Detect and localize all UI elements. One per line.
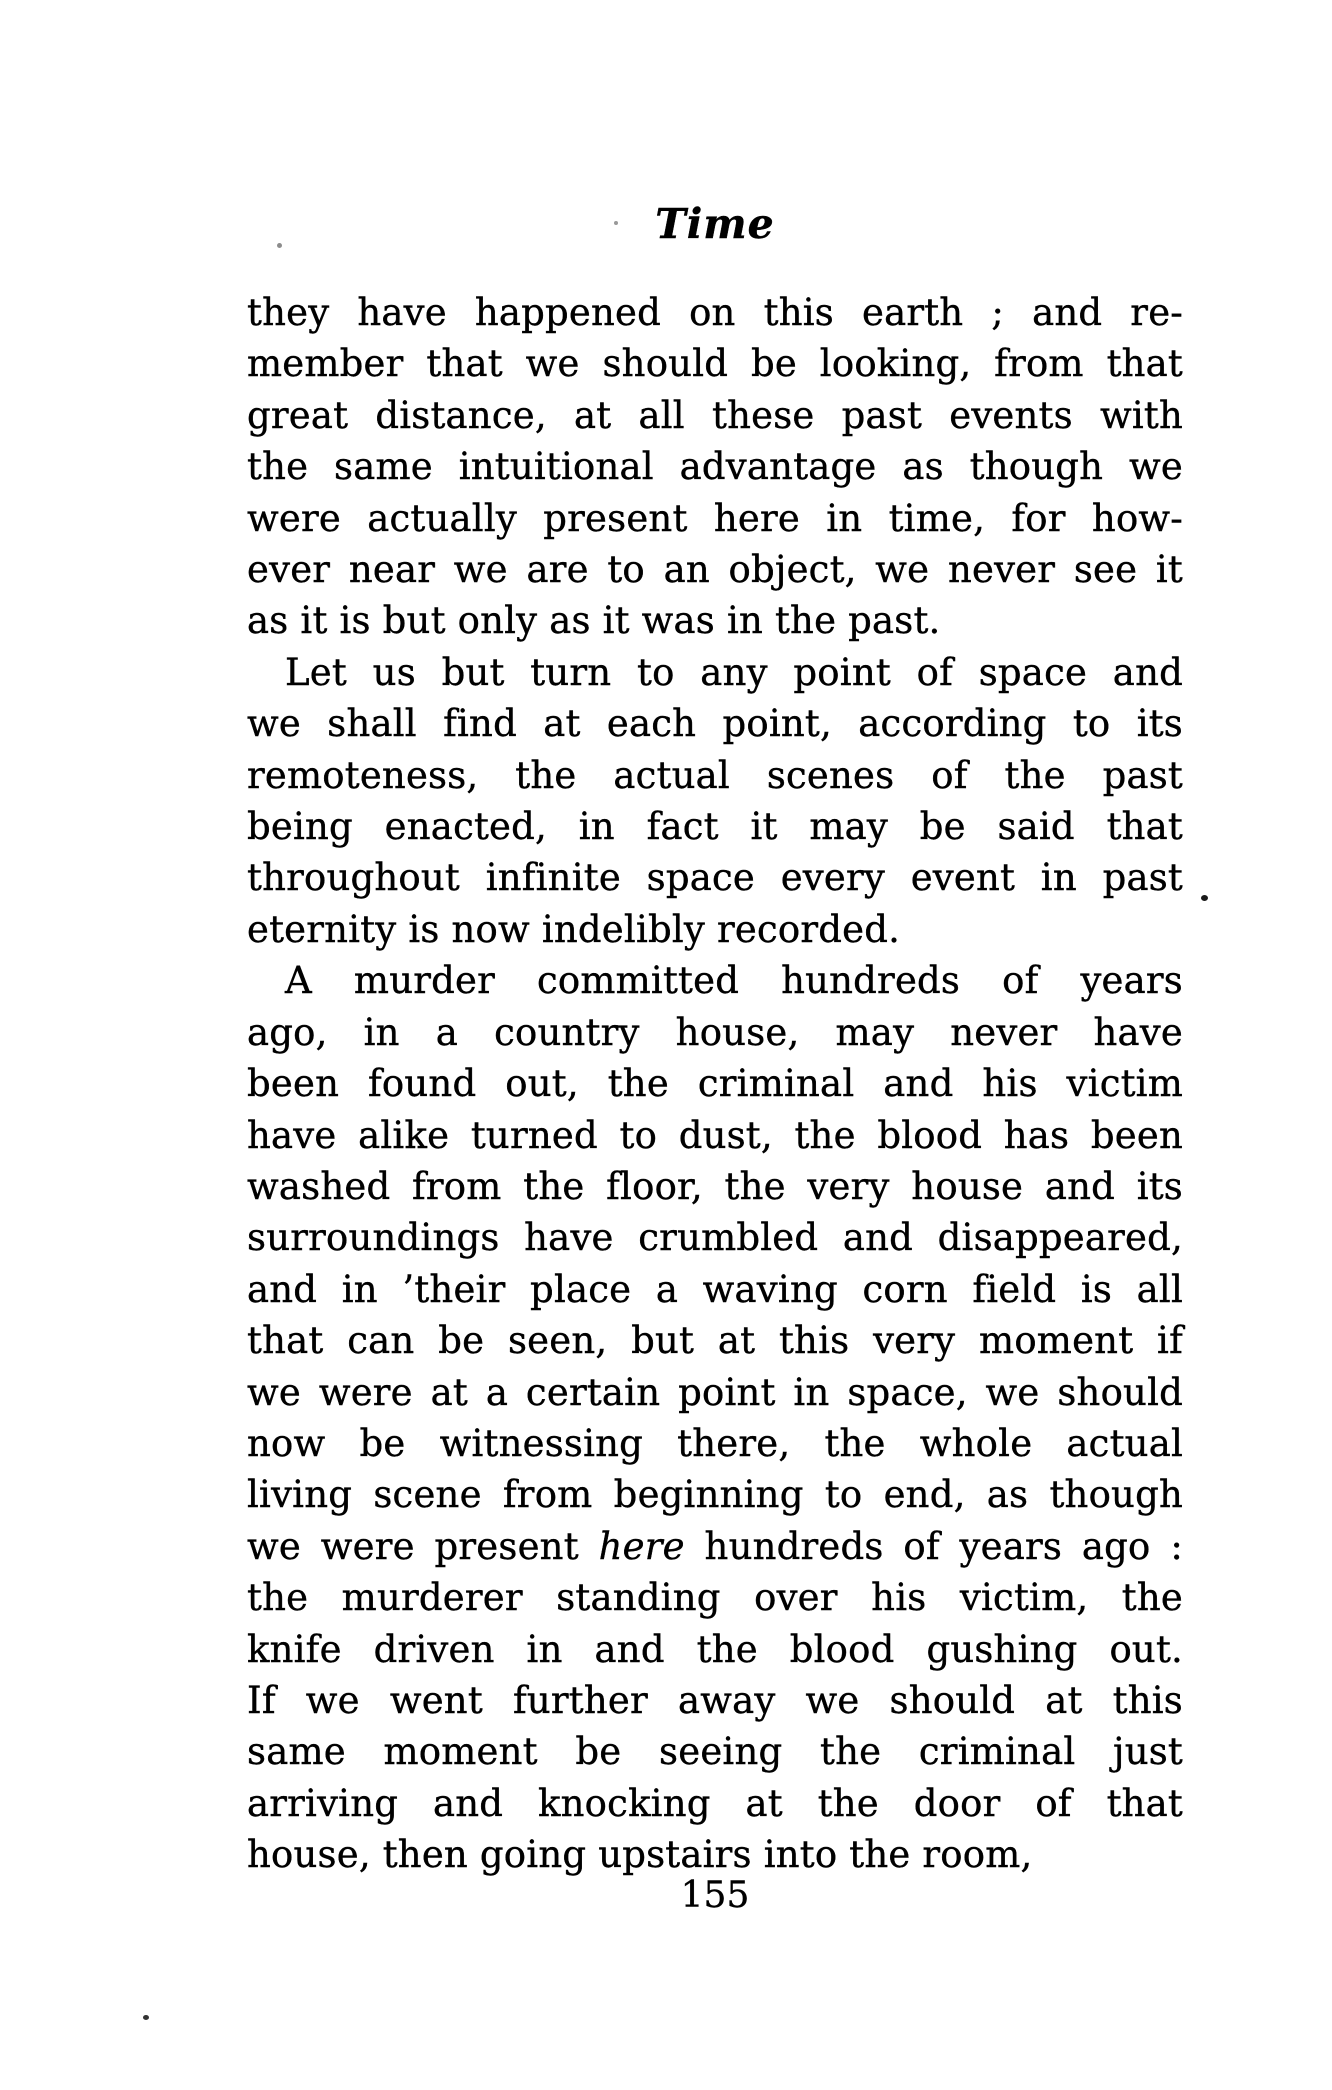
text-line: arriving and knocking at the door of that <box>247 1781 1183 1825</box>
text-line: the murderer standing over his victim, the <box>247 1576 1183 1620</box>
text-line: been found out, the criminal and his victim <box>247 1062 1183 1106</box>
scan-speck <box>143 2015 149 2020</box>
text-line: throughout infinite space every event in past <box>247 856 1183 900</box>
scan-speck <box>614 221 618 225</box>
text-line: great distance, at all these past events with <box>247 393 1183 437</box>
text-line: washed from the floor, the very house and its <box>247 1164 1183 1208</box>
text-line: that can be seen, but at this very moment if <box>247 1319 1183 1363</box>
text-line: living scene from beginning to end, as though <box>247 1473 1183 1517</box>
text-line: have alike turned to dust, the blood has been <box>247 1113 1183 1157</box>
text-line: as it is but only as it was in the past. <box>247 599 941 643</box>
text-line: eternity is now indelibly recorded. <box>247 907 901 951</box>
text-line: ago, in a country house, may never have <box>247 1010 1183 1054</box>
text-line: knife driven in and the blood gushing out. <box>247 1627 1183 1671</box>
text-line: A murder committed hundreds of years <box>285 959 1183 1003</box>
text-line: they have happened on this earth ; and re- <box>247 291 1183 334</box>
scan-speck <box>1201 895 1208 901</box>
text-line: we shall find at each point, according to its <box>247 702 1183 746</box>
text-line: being enacted, in fact it may be said that <box>247 805 1183 849</box>
text-line-with-italic <box>247 1521 1183 1572</box>
text-line: same moment be seeing the criminal just <box>247 1730 1183 1774</box>
page-title: Time <box>655 200 775 248</box>
text-line: surroundings have crumbled and disappeared, <box>247 1216 1183 1260</box>
text-segment: we were present <box>247 1524 579 1568</box>
page-number: 155 <box>680 1875 750 1916</box>
text-line: member that we should be looking, from that <box>247 342 1183 386</box>
text-line: ever near we are to an object, we never see it <box>247 548 1183 592</box>
text-line: remoteness, the actual scenes of the past <box>247 753 1183 797</box>
text-line: house, then going upstairs into the room, <box>247 1833 1033 1877</box>
text-line: If we went further away we should at this <box>247 1678 1183 1722</box>
text-segment: hundreds of years ago : <box>704 1524 1183 1568</box>
italic-word: here <box>598 1524 685 1568</box>
scan-speck <box>277 243 282 248</box>
text-line: now be witnessing there, the whole actual <box>247 1421 1183 1465</box>
text-line: the same intuitional advantage as though we <box>247 445 1183 489</box>
text-line: were actually present here in time, for how- <box>247 496 1183 540</box>
text-line: we were at a certain point in space, we should <box>247 1370 1183 1414</box>
body-text <box>247 287 1183 1881</box>
text-line: Let us but turn to any point of space and <box>285 650 1183 694</box>
text-line: and in ’their place a waving corn field is all <box>247 1267 1183 1311</box>
